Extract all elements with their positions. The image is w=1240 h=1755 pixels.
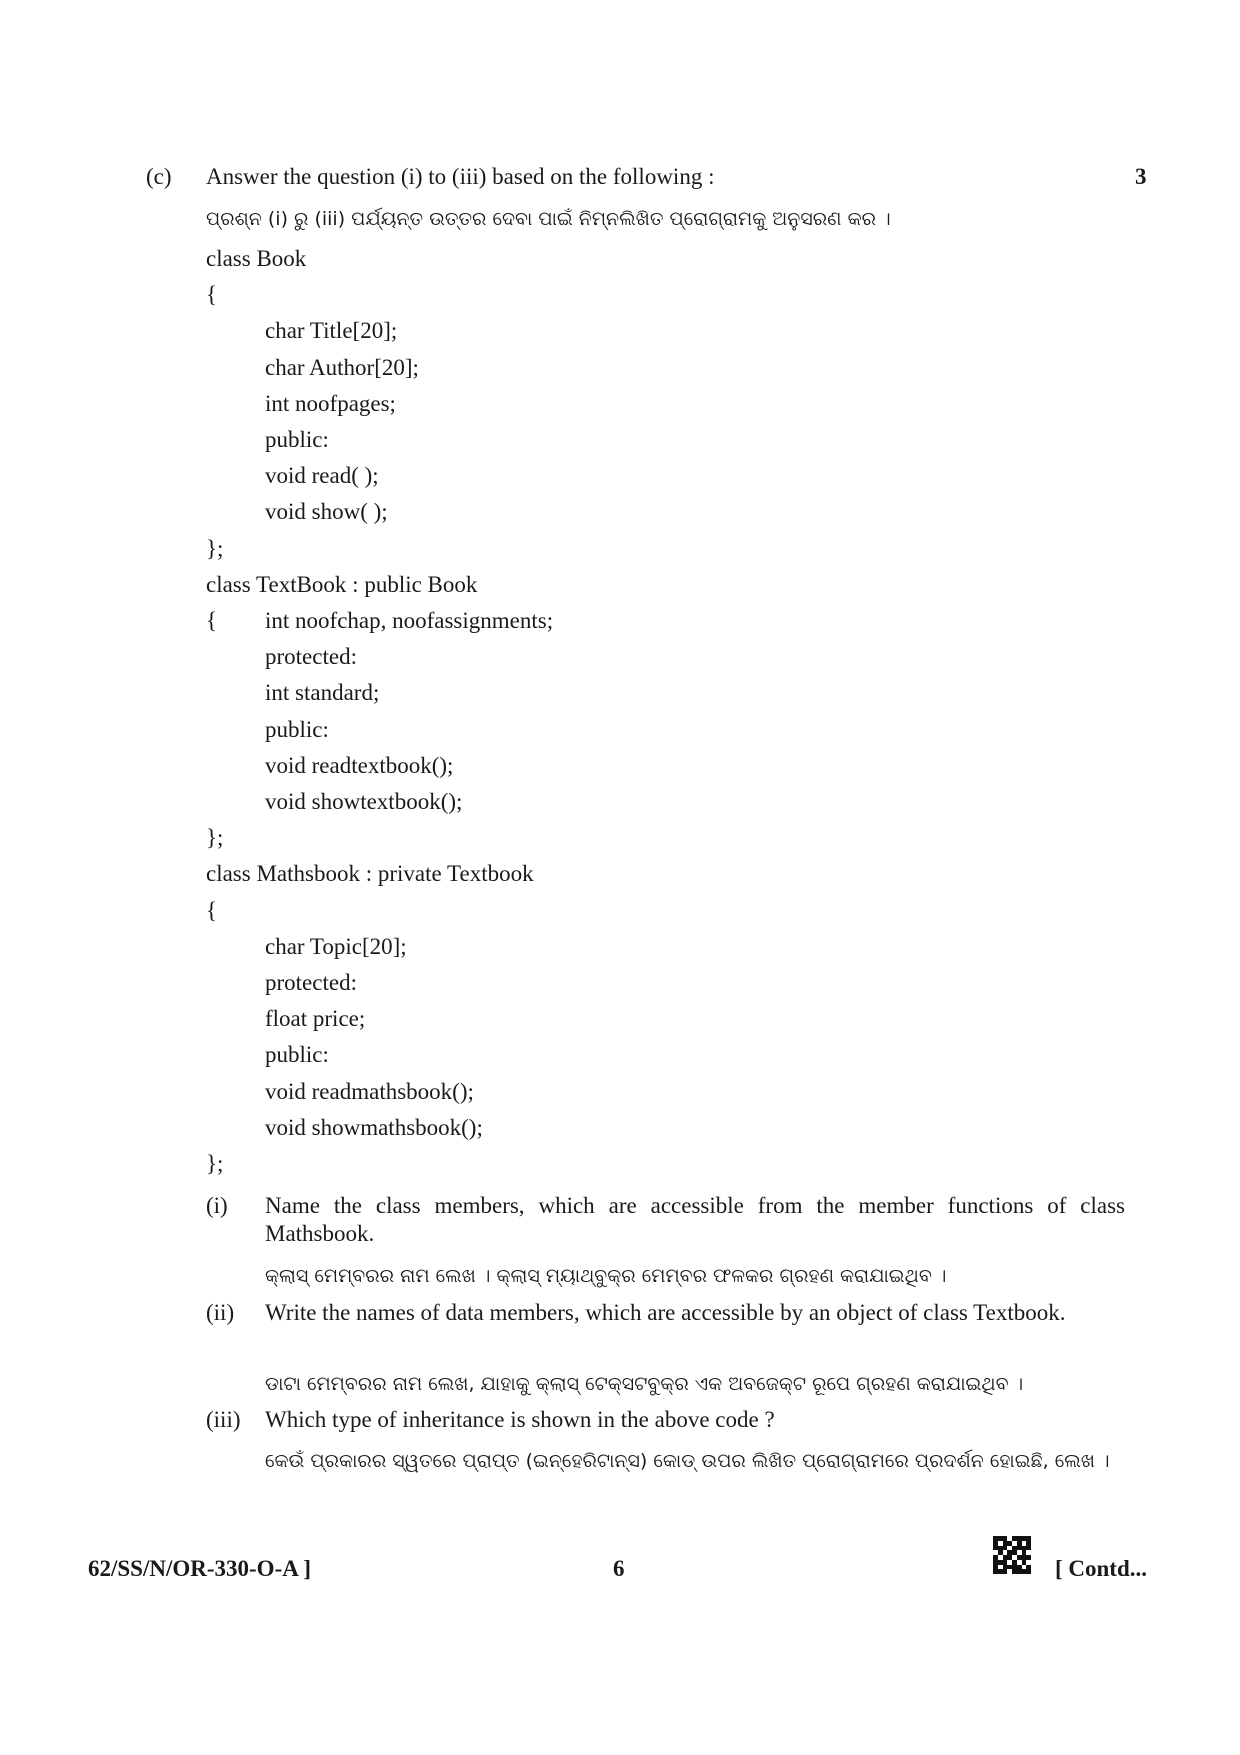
code-line: void readmathsbook(); <box>265 1079 474 1104</box>
code-line: class TextBook : public Book <box>206 572 478 597</box>
code-line: public: <box>265 1042 329 1067</box>
code-line: }; <box>206 536 224 561</box>
code-line: float price; <box>265 1006 366 1031</box>
code-line: public: <box>265 427 329 452</box>
subq-iii-text-or: କେଉଁ ପ୍ରକାରର ସ୍ୱତରେ ପ୍ରାପ୍ତ (ଇନ୍ହେରିଟାନ୍ସ) କୋଡ୍ ଉପର ଲିଖିତ ପ୍ରୋଗ୍ରାମରେ ପ୍ରଦର୍ଶନ ହୋଇଛି, ଲେଖ । <box>265 1450 1110 1472</box>
subq-iii-label: (iii) <box>206 1407 241 1432</box>
code-line: void showmathsbook(); <box>265 1115 483 1140</box>
code-line: class Book <box>206 246 307 271</box>
subq-ii-label: (ii) <box>206 1300 235 1325</box>
code-line: char Title[20]; <box>265 318 398 343</box>
footer-page-number: 6 <box>613 1556 625 1581</box>
footer-paper-code: 62/SS/N/OR-330-O-A ] <box>88 1556 311 1581</box>
code-line-inline: int noofchap, noofassignments; <box>265 608 554 633</box>
code-line: { <box>206 898 218 923</box>
code-line: char Topic[20]; <box>265 934 407 959</box>
code-line: }; <box>206 1151 224 1176</box>
question-label: (c) <box>146 164 172 189</box>
code-line: int standard; <box>265 680 380 705</box>
question-marks: 3 <box>1135 164 1147 189</box>
question-instruction-or: ପ୍ରଶ୍ନ (i) ରୁ (iii) ପର୍ଯ୍ୟନ୍ତ ଉତ୍ତର ଦେବା ପାଇଁ ନିମ୍ନଲିଖିତ ପ୍ରୋଗ୍ରାମକୁ ଅନୁସରଣ କର । <box>206 208 891 230</box>
qr-code <box>993 1536 1031 1574</box>
code-line: protected: <box>265 644 357 669</box>
question-instruction-en: Answer the question (i) to (iii) based on the following : <box>206 164 715 189</box>
code-line: { <box>206 282 218 307</box>
code-line: int noofpages; <box>265 391 396 416</box>
code-line: protected: <box>265 970 357 995</box>
code-line: }; <box>206 825 224 850</box>
subq-i-text-or: କ୍ଲାସ୍ ମେମ୍ବରର ନାମ ଲେଖ । କ୍ଲାସ୍ ମ୍ୟାଥ୍ବୁକ୍ର ମେମ୍ବର ଫଳକର ଗ୍ରହଣ କରାଯାଇଥିବ । <box>265 1265 947 1287</box>
code-line: public: <box>265 717 329 742</box>
code-line: void show( ); <box>265 499 388 524</box>
code-line: class Mathsbook : private Textbook <box>206 861 534 886</box>
subq-i-label: (i) <box>206 1193 228 1218</box>
subq-iii-text-en: Which type of inheritance is shown in the above code ? <box>265 1407 775 1432</box>
code-line: { <box>206 608 218 633</box>
subq-ii-text-en: Write the names of data members, which are accessible by an object of class Textbook. <box>265 1300 1066 1325</box>
code-line: void readtextbook(); <box>265 753 454 778</box>
code-line: void showtextbook(); <box>265 789 463 814</box>
footer-contd: [ Contd... <box>1055 1556 1148 1581</box>
code-line: char Author[20]; <box>265 355 419 380</box>
subq-i-text-en: Name the class members, which are accessible from the member functions of class Mathsbook. <box>265 1193 1125 1246</box>
code-line: void read( ); <box>265 463 379 488</box>
subq-ii-text-or: ଡାଟା ମେମ୍ବରର ନାମ ଲେଖ, ଯାହାକୁ କ୍ଲାସ୍ ଟେକ୍ସଟବୁକ୍ର ଏକ ଅବଜେକ୍ଟ ରୂପେ ଗ୍ରହଣ କରାଯାଇଥିବ । <box>265 1373 1024 1395</box>
